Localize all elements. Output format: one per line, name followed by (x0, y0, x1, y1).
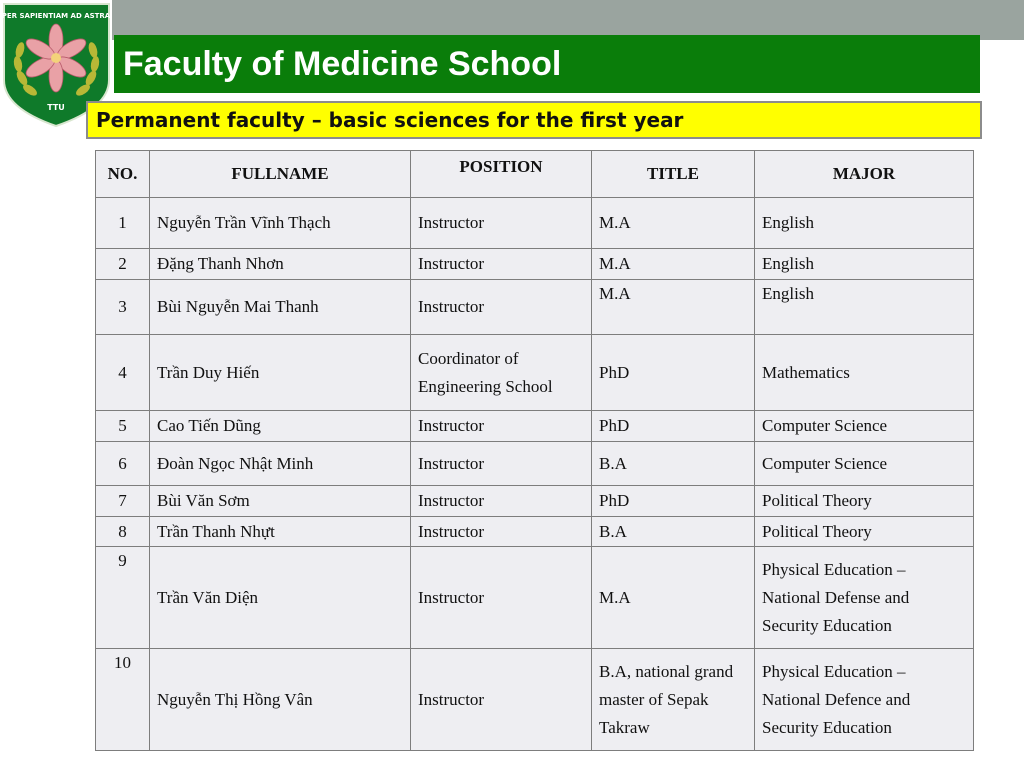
cell-position: Instructor (411, 649, 592, 751)
cell-title: M.A (592, 547, 755, 649)
cell-title: M.A (592, 198, 755, 249)
cell-no: 9 (96, 547, 150, 649)
cell-fullname: Đặng Thanh Nhơn (150, 249, 411, 280)
cell-title: PhD (592, 335, 755, 411)
cell-fullname: Bùi Văn Sơm (150, 486, 411, 517)
cell-major: Physical Education – National Defence and Security Education (755, 649, 974, 751)
table-row (96, 547, 974, 649)
table-row (96, 335, 974, 411)
cell-no: 5 (96, 411, 150, 442)
cell-fullname: Bùi Nguyễn Mai Thanh (150, 280, 411, 335)
table-header-row (96, 151, 974, 198)
cell-fullname: Trần Thanh Nhựt (150, 517, 411, 547)
cell-no: 7 (96, 486, 150, 517)
cell-no: 8 (96, 517, 150, 547)
cell-major: Mathematics (755, 335, 974, 411)
cell-position: Instructor (411, 411, 592, 442)
cell-title: PhD (592, 411, 755, 442)
cell-position: Instructor (411, 280, 592, 335)
table-row (96, 249, 974, 280)
cell-no: 3 (96, 280, 150, 335)
cell-position: Coordinator of Engineering School (411, 335, 592, 411)
cell-fullname: Cao Tiến Dũng (150, 411, 411, 442)
table-row (96, 198, 974, 249)
cell-major: Computer Science (755, 411, 974, 442)
cell-fullname: Trần Văn Diện (150, 547, 411, 649)
cell-major: Political Theory (755, 517, 974, 547)
table-row (96, 280, 974, 335)
cell-major: Physical Education – National Defense and Security Education (755, 547, 974, 649)
page-title: Faculty of Medicine School (114, 35, 980, 93)
cell-no: 4 (96, 335, 150, 411)
cell-no: 2 (96, 249, 150, 280)
cell-no: 10 (96, 649, 150, 751)
cell-position: Instructor (411, 486, 592, 517)
table-row (96, 517, 974, 547)
top-band (112, 0, 1024, 40)
header-no: NO. (96, 151, 150, 198)
logo-motto: PER SAPIENTIAM AD ASTRA (1, 12, 111, 20)
cell-position: Instructor (411, 547, 592, 649)
cell-no: 6 (96, 442, 150, 486)
cell-fullname: Nguyễn Thị Hồng Vân (150, 649, 411, 751)
table-row (96, 649, 974, 751)
page-subtitle: Permanent faculty – basic sciences for the first year (86, 101, 982, 139)
cell-title: B.A (592, 517, 755, 547)
cell-position: Instructor (411, 198, 592, 249)
table-row (96, 442, 974, 486)
cell-position: Instructor (411, 517, 592, 547)
faculty-table (95, 150, 974, 751)
header-position: POSITION (411, 151, 592, 198)
table-row (96, 486, 974, 517)
cell-major: Computer Science (755, 442, 974, 486)
logo-abbrev: TTU (47, 103, 65, 112)
cell-major: Political Theory (755, 486, 974, 517)
cell-no: 1 (96, 198, 150, 249)
cell-fullname: Đoàn Ngọc Nhật Minh (150, 442, 411, 486)
cell-title: M.A (592, 280, 755, 335)
cell-major: English (755, 249, 974, 280)
header-major: MAJOR (755, 151, 974, 198)
header-title: TITLE (592, 151, 755, 198)
cell-position: Instructor (411, 442, 592, 486)
cell-fullname: Nguyễn Trần Vĩnh Thạch (150, 198, 411, 249)
cell-position: Instructor (411, 249, 592, 280)
table-row (96, 411, 974, 442)
cell-title: B.A (592, 442, 755, 486)
cell-major: English (755, 280, 974, 335)
cell-title: M.A (592, 249, 755, 280)
header-fullname: FULLNAME (150, 151, 411, 198)
cell-title: PhD (592, 486, 755, 517)
cell-title: B.A, national grand master of Sepak Takraw (592, 649, 755, 751)
cell-fullname: Trần Duy Hiến (150, 335, 411, 411)
cell-major: English (755, 198, 974, 249)
